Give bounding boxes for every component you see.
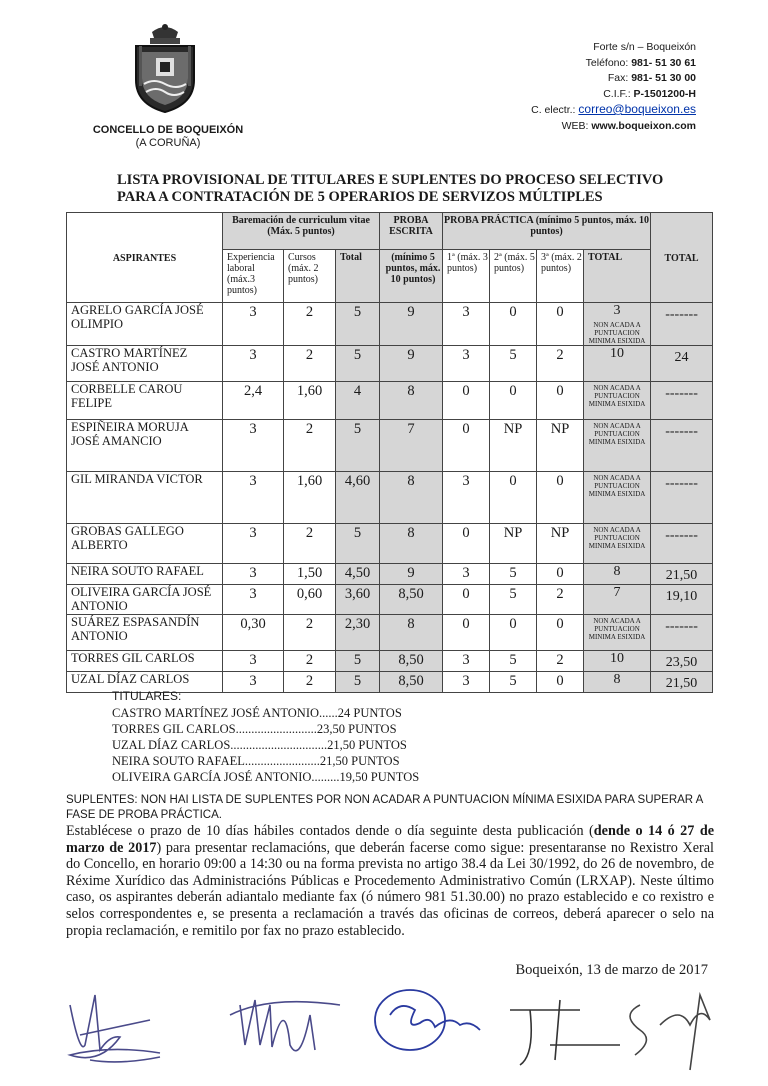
cursos-cell: 2	[284, 672, 336, 693]
document-title	[117, 172, 717, 206]
phone-label: Teléfono:	[585, 56, 629, 69]
final-total-cell: 23,50	[651, 651, 713, 672]
curriculum-total-cell: 5	[336, 524, 380, 564]
curriculum-total-cell: 4,50	[336, 564, 380, 585]
experiencia-cell: 3	[223, 303, 284, 346]
practica-1-cell: 3	[443, 472, 490, 524]
experiencia-cell: 2,4	[223, 382, 284, 420]
practica-3-cell: 0	[537, 472, 584, 524]
practica-3-cell: 0	[537, 382, 584, 420]
practica-2-cell: 5	[490, 651, 537, 672]
applicant-name: CASTRO MARTÍNEZ JOSÉ ANTONIO	[67, 346, 223, 382]
practica-2-cell: 5	[490, 585, 537, 615]
practica-2-cell: 5	[490, 564, 537, 585]
practica-1-cell: 0	[443, 420, 490, 472]
applicant-name: AGRELO GARCÍA JOSÉ OLIMPIO	[67, 303, 223, 346]
applicant-name: GROBAS GALLEGO ALBERTO	[67, 524, 223, 564]
practica-1-cell: 3	[443, 672, 490, 693]
final-total-cell: 21,50	[651, 672, 713, 693]
cursos-cell: 2	[284, 651, 336, 672]
table-row	[67, 346, 713, 382]
cif-label: C.I.F.:	[603, 87, 631, 100]
aspirantes-header: ASPIRANTES	[67, 213, 223, 303]
practica-1-cell: 3	[443, 651, 490, 672]
paragraph-deadline: dende o 14 ó 27 de marzo de 2017	[66, 823, 715, 856]
practica-total-cell	[584, 615, 651, 651]
proba-escrita-cell: 8,50	[380, 672, 443, 693]
titulares-label: TITULARES:	[112, 689, 182, 703]
practica-total-cell	[584, 585, 651, 615]
experiencia-cell: 3	[223, 672, 284, 693]
fax-line	[531, 71, 696, 87]
applicant-name: CORBELLE CAROU FELIPE	[67, 382, 223, 420]
practica-2-cell: 5	[490, 346, 537, 382]
table-row	[67, 651, 713, 672]
table-row	[67, 585, 713, 615]
applicant-name: UZAL DÍAZ CARLOS	[67, 672, 223, 693]
address-line: Forte s/n – Boqueixón	[593, 41, 696, 53]
final-total-cell: -------	[651, 524, 713, 564]
practica-total-value: 7	[613, 585, 621, 600]
results-table	[66, 212, 713, 693]
practica-2-cell: 0	[490, 382, 537, 420]
minimum-not-reached-note: NON ACADA A PUNTUACION MINIMA ESIXIDA	[588, 474, 646, 498]
titular-item: TORRES GIL CARLOS..........................23,50 PUNTOS	[112, 722, 397, 736]
proba-escrita-cell: 9	[380, 564, 443, 585]
proba-escrita-cell: 8,50	[380, 651, 443, 672]
cursos-cell: 2	[284, 303, 336, 346]
practica-3-cell: 2	[537, 585, 584, 615]
curriculum-total-cell: 5	[336, 420, 380, 472]
practica-1-cell: 0	[443, 585, 490, 615]
email-label: C. electr.:	[531, 104, 576, 116]
practica-2-cell: NP	[490, 420, 537, 472]
titular-item: OLIVEIRA GARCÍA JOSÉ ANTONIO.........19,50 PUNTOS	[112, 770, 420, 784]
practica-1-cell: 0	[443, 524, 490, 564]
curriculum-total-cell: 5	[336, 346, 380, 382]
final-total-cell: -------	[651, 615, 713, 651]
practica-total-value: 3	[613, 303, 621, 318]
final-total-cell: -------	[651, 472, 713, 524]
signature-4	[510, 1000, 620, 1065]
practica-1-cell: 0	[443, 382, 490, 420]
experiencia-cell: 3	[223, 651, 284, 672]
practica-3-header: 3ª (máx. 2 puntos)	[537, 250, 584, 303]
experiencia-cell: 3	[223, 585, 284, 615]
email-line	[531, 102, 696, 119]
minimum-not-reached-note: NON ACADA A PUNTUACION MINIMA ESIXIDA	[588, 422, 646, 446]
table-row	[67, 472, 713, 524]
experiencia-cell: 3	[223, 472, 284, 524]
practica-1-cell: 3	[443, 564, 490, 585]
titular-item: UZAL DÍAZ CARLOS...............................21,50 PUNTOS	[112, 738, 407, 752]
practica-3-cell: 0	[537, 615, 584, 651]
date-line: Boqueixón, 13 de marzo de 2017	[515, 962, 708, 978]
proba-escrita-cell: 8	[380, 472, 443, 524]
council-province: (A CORUÑA)	[135, 137, 201, 149]
cursos-cell: 2	[284, 346, 336, 382]
practica-2-cell: 0	[490, 472, 537, 524]
table-row	[67, 420, 713, 472]
practica-2-cell: NP	[490, 524, 537, 564]
practica-2-cell: 0	[490, 303, 537, 346]
experiencia-cell: 3	[223, 346, 284, 382]
escrita-sub-header: (mínimo 5 puntos, máx. 10 puntos)	[380, 250, 443, 303]
final-total-cell: 24	[651, 346, 713, 382]
practica-3-cell: 0	[537, 672, 584, 693]
table-row	[67, 615, 713, 651]
experiencia-cell: 0,30	[223, 615, 284, 651]
cursos-cell: 1,50	[284, 564, 336, 585]
council-name: CONCELLO DE BOQUEIXÓN	[92, 124, 244, 136]
fax-label: Fax:	[607, 72, 629, 84]
experiencia-cell: 3	[223, 420, 284, 472]
practica-1-cell: 3	[443, 346, 490, 382]
signature-3	[375, 990, 480, 1050]
practica-3-cell: NP	[537, 420, 584, 472]
curriculum-total-cell: 2,30	[336, 615, 380, 651]
proba-escrita-cell: 8	[380, 524, 443, 564]
curriculum-total-cell: 4	[336, 382, 380, 420]
reclamation-paragraph	[66, 823, 714, 939]
practica-2-cell: 5	[490, 672, 537, 693]
experiencia-header: Experiencia laboral (máx.3 puntos)	[223, 250, 284, 303]
council-crest-logo	[130, 22, 200, 114]
final-total-cell: 21,50	[651, 564, 713, 585]
title-line-1: LISTA PROVISIONAL DE TITULARES E SUPLENTES DO PROCESO SELECTIVO	[117, 172, 664, 188]
applicant-name: ESPIÑEIRA MORUJA JOSÉ AMANCIO	[67, 420, 223, 472]
practica-total-cell	[584, 524, 651, 564]
applicant-name: NEIRA SOUTO RAFAEL	[67, 564, 223, 585]
titular-item: CASTRO MARTÍNEZ JOSÉ ANTONIO......24 PUNTOS	[112, 706, 402, 720]
minimum-not-reached-note: NON ACADA A PUNTUACION MINIMA ESIXIDA	[588, 384, 646, 408]
cursos-cell: 2	[284, 420, 336, 472]
proba-escrita-cell: 7	[380, 420, 443, 472]
practica-total-value: 8	[613, 564, 621, 579]
experiencia-cell: 3	[223, 524, 284, 564]
cursos-cell: 1,60	[284, 382, 336, 420]
practica-1-cell: 3	[443, 303, 490, 346]
cif-value: P-1501200-H	[633, 87, 696, 100]
fax-value: 981- 51 30 00	[631, 72, 696, 84]
applicant-name: SUÁREZ ESPASANDÍN ANTONIO	[67, 615, 223, 651]
signatures	[40, 975, 740, 1075]
practica-1-header: 1ª (máx. 3 puntos)	[443, 250, 490, 303]
web-link[interactable]: www.boqueixon.com	[591, 119, 696, 132]
minimum-not-reached-note: NON ACADA A PUNTUACION MINIMA ESIXIDA	[588, 321, 646, 345]
cursos-cell: 2	[284, 615, 336, 651]
practica-3-cell: 0	[537, 564, 584, 585]
suplentes-note: SUPLENTES: NON HAI LISTA DE SUPLENTES POR NON ACADAR A PUNTUACION MÍNIMA ESIXIDA PARA SUPERAR A FASE DE PROBA PRÁCTICA.	[66, 794, 703, 821]
paragraph-text-2: ) para presentar reclamacións, que deberán facerse como sigue: presentaranse no Rexistro Xeral do Concello, en horario 09:00 a 14:30 ou na forma prevista no artigo 38.4 da Lei 30/1992, do 26 de novembro, de Réxime Xurídico das Administracións Públicas e Procedemento Administrativo Común (LRXAP). Neste último caso, os aspirantes deberán adiantalo mediante fax (ó número 981 51.30.00) no prazo establecido e co rexistro e selos correspondentes e, se presenta a reclamación a través das oficinas de correos, deberá aparecer o selo na propia reclamación, e remitilo por fax no prazo establecido.	[66, 839, 714, 939]
practica-2-header: 2ª (máx. 5 puntos)	[490, 250, 537, 303]
cursos-cell: 2	[284, 524, 336, 564]
table-row	[67, 564, 713, 585]
proba-escrita-header: PROBA ESCRITA	[380, 213, 443, 250]
practica-1-cell: 0	[443, 615, 490, 651]
practica-total-cell	[584, 651, 651, 672]
applicant-name: GIL MIRANDA VICTOR	[67, 472, 223, 524]
paragraph-text-1: Establécese o prazo de 10 días hábiles contados dende o día seguinte desta publicación (	[66, 823, 594, 839]
titular-item: NEIRA SOUTO RAFAEL........................21,50 PUNTOS	[112, 754, 400, 768]
proba-escrita-cell: 9	[380, 346, 443, 382]
practica-total-header: TOTAL	[584, 250, 651, 303]
minimum-not-reached-note: NON ACADA A PUNTUACION MINIMA ESIXIDA	[588, 526, 646, 550]
curriculum-total-cell: 5	[336, 303, 380, 346]
practica-total-cell	[584, 420, 651, 472]
practica-total-cell	[584, 303, 651, 346]
signature-5	[630, 995, 710, 1070]
curriculum-total-cell: 3,60	[336, 585, 380, 615]
applicant-name: TORRES GIL CARLOS	[67, 651, 223, 672]
web-label: WEB:	[561, 119, 589, 132]
experiencia-cell: 3	[223, 564, 284, 585]
baremacion-header: Baremación de curriculum vitae (Máx. 5 puntos)	[223, 213, 380, 250]
proba-escrita-cell: 8	[380, 382, 443, 420]
table-row	[67, 303, 713, 346]
final-total-cell: -------	[651, 303, 713, 346]
curriculum-total-cell: 5	[336, 651, 380, 672]
table-row	[67, 382, 713, 420]
titulares-list	[112, 705, 419, 785]
email-link[interactable]: correo@boqueixon.es	[578, 102, 696, 116]
applicant-name: OLIVEIRA GARCÍA JOSÉ ANTONIO	[67, 585, 223, 615]
practica-3-cell: 2	[537, 346, 584, 382]
table-row	[67, 524, 713, 564]
cursos-cell: 1,60	[284, 472, 336, 524]
web-line	[531, 119, 696, 135]
cursos-cell: 0,60	[284, 585, 336, 615]
practica-total-value: 10	[610, 346, 625, 361]
practica-total-cell	[584, 346, 651, 382]
signature-2	[230, 1000, 340, 1051]
cursos-header: Cursos (máx. 2 puntos)	[284, 250, 336, 303]
final-total-cell: -------	[651, 420, 713, 472]
proba-escrita-cell: 8	[380, 615, 443, 651]
curriculum-total-cell: 4,60	[336, 472, 380, 524]
practica-3-cell: 2	[537, 651, 584, 672]
final-total-cell: 19,10	[651, 585, 713, 615]
header-row-1	[67, 213, 713, 250]
signature-1	[70, 995, 160, 1062]
phone-value: 981- 51 30 61	[631, 56, 696, 69]
contact-block	[531, 40, 696, 134]
proba-escrita-cell: 8,50	[380, 585, 443, 615]
practica-total-value: 10	[610, 651, 625, 666]
cif-line	[531, 87, 696, 103]
practica-total-value: 8	[613, 672, 621, 687]
practica-2-cell: 0	[490, 615, 537, 651]
practica-3-cell: NP	[537, 524, 584, 564]
total-header: TOTAL	[651, 213, 713, 303]
minimum-not-reached-note: NON ACADA A PUNTUACION MINIMA ESIXIDA	[588, 617, 646, 641]
practica-3-cell: 0	[537, 303, 584, 346]
curriculum-total-cell: 5	[336, 672, 380, 693]
total-sub-header: Total	[336, 250, 380, 303]
title-line-2: PARA A CONTRATACIÓN DE 5 OPERARIOS DE SERVIZOS MÚLTIPLES	[117, 189, 603, 205]
practica-total-cell	[584, 672, 651, 693]
proba-escrita-cell: 9	[380, 303, 443, 346]
practica-total-cell	[584, 564, 651, 585]
phone-line	[531, 56, 696, 72]
practica-total-cell	[584, 472, 651, 524]
practica-total-cell	[584, 382, 651, 420]
final-total-cell: -------	[651, 382, 713, 420]
proba-practica-header: PROBA PRÁCTICA (mínimo 5 puntos, máx. 10 puntos)	[443, 213, 651, 250]
